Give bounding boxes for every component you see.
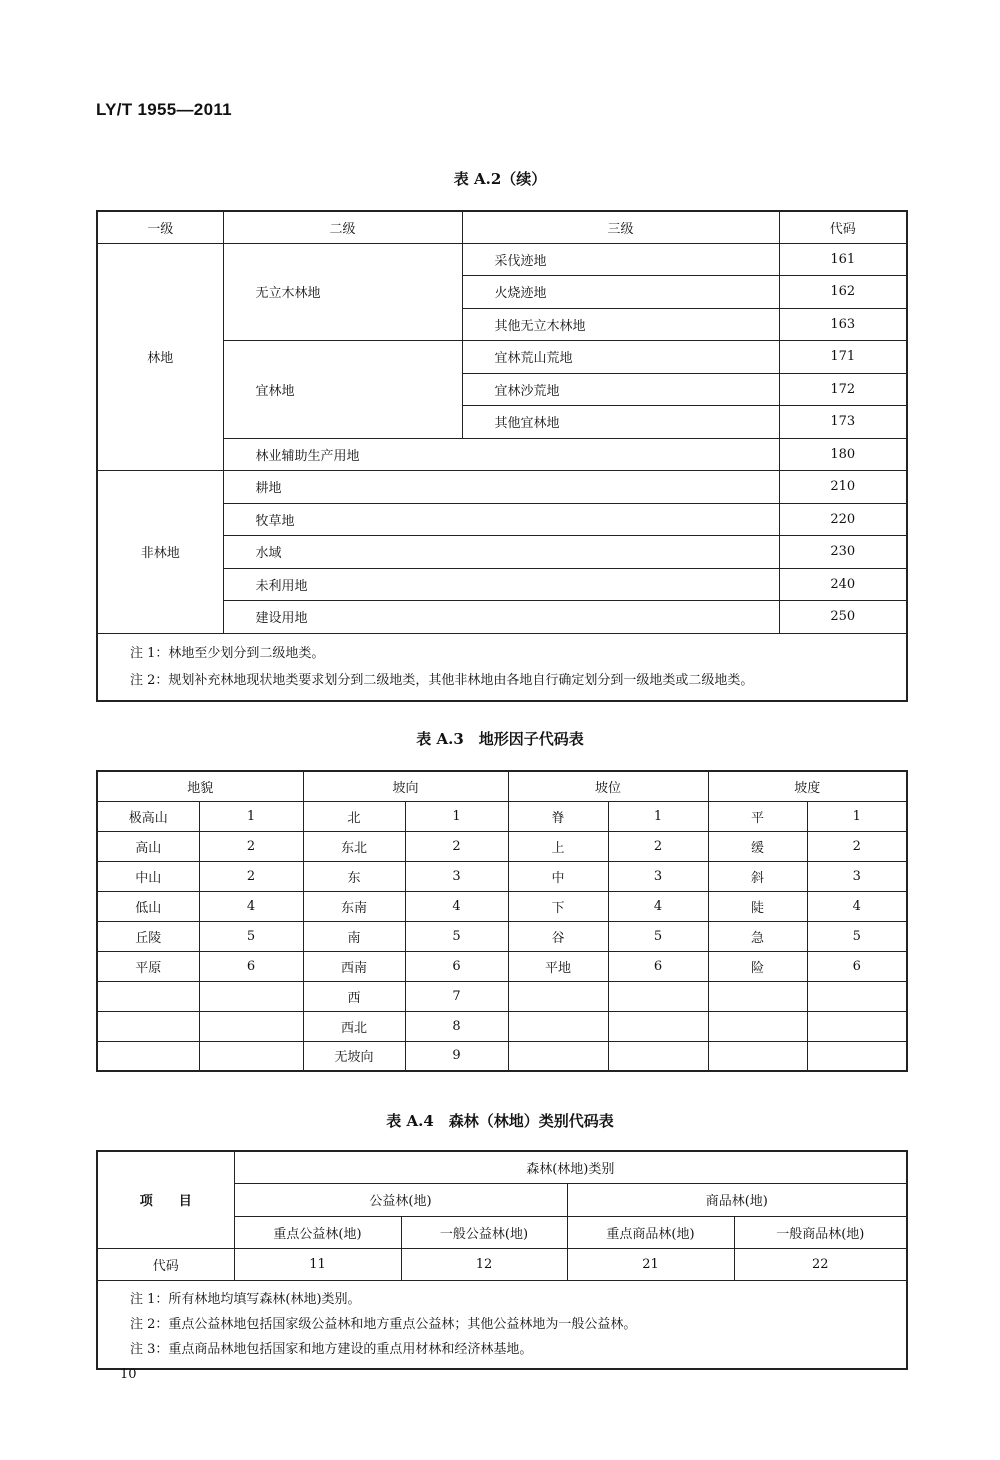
table-row — [97, 921, 907, 951]
term-cell — [508, 981, 608, 1011]
table-a2-notes — [97, 633, 907, 701]
code-cell — [608, 1011, 708, 1041]
term-cell: 北 — [303, 801, 405, 831]
code-cell: 1 — [405, 801, 508, 831]
term-cell: 平地 — [508, 951, 608, 981]
code-cell: 2 — [608, 831, 708, 861]
term-cell: 平 — [708, 801, 807, 831]
term-cell: 西 — [303, 981, 405, 1011]
code-cell — [807, 981, 907, 1011]
table-a4-notes-row — [97, 1280, 907, 1369]
table-row — [97, 470, 907, 503]
code-cell: 4 — [807, 891, 907, 921]
note-2: 注 2：规划补充林地现状地类要求划分到二级地类，其他非林地由各地自行确定划分到一级地类或二级地类。 — [130, 672, 754, 688]
subheader: 一般商品林(地) — [734, 1216, 907, 1248]
group-wulimu: 无立木林地 — [223, 243, 462, 340]
header-level1: 一级 — [97, 211, 223, 243]
table-a3-caption: 表 A.3 地形因子代码表 — [416, 730, 584, 748]
code-cell: 6 — [608, 951, 708, 981]
term-cell: 急 — [708, 921, 807, 951]
level2-cell: 牧草地 — [223, 503, 779, 535]
subheader: 重点商品林(地) — [567, 1216, 734, 1248]
page-number: 10 — [120, 1367, 137, 1382]
table-row — [97, 1041, 907, 1071]
table-a4-code-row — [97, 1248, 907, 1280]
code-cell: 2 — [807, 831, 907, 861]
code-cell: 173 — [779, 405, 907, 438]
term-cell — [708, 1041, 807, 1071]
code-cell: 1 — [807, 801, 907, 831]
table-row — [97, 243, 907, 275]
table-row — [97, 801, 907, 831]
code-cell: 5 — [608, 921, 708, 951]
term-cell — [708, 1011, 807, 1041]
code-cell: 163 — [779, 308, 907, 340]
header-landform: 地貌 — [97, 771, 303, 801]
table-a2-header-row — [97, 211, 907, 243]
code-cell — [608, 981, 708, 1011]
category-label: 森林(林地)类别 — [234, 1151, 907, 1183]
table-row — [97, 891, 907, 921]
level3-cell: 其他宜林地 — [462, 405, 779, 438]
term-cell: 平原 — [97, 951, 199, 981]
table-a3-header-row — [97, 771, 907, 801]
code-cell: 6 — [405, 951, 508, 981]
term-cell — [97, 981, 199, 1011]
table-row — [97, 1011, 907, 1041]
code-cell — [608, 1041, 708, 1071]
code-cell: 250 — [779, 600, 907, 633]
code-cell: 220 — [779, 503, 907, 535]
note-1: 注 1：所有林地均填写森林(林地)类别。 — [130, 1291, 361, 1307]
term-cell: 南 — [303, 921, 405, 951]
level3-cell: 火烧迹地 — [462, 275, 779, 308]
table-row — [97, 981, 907, 1011]
code-cell: 9 — [405, 1041, 508, 1071]
code-cell: 11 — [234, 1248, 401, 1280]
level3-cell: 宜林荒山荒地 — [462, 340, 779, 373]
code-cell — [199, 1011, 303, 1041]
code-cell: 12 — [401, 1248, 567, 1280]
code-cell: 162 — [779, 275, 907, 308]
level2-cell: 水域 — [223, 535, 779, 568]
term-cell: 东北 — [303, 831, 405, 861]
code-cell: 8 — [405, 1011, 508, 1041]
header-code: 代码 — [779, 211, 907, 243]
code-cell: 4 — [199, 891, 303, 921]
term-cell: 上 — [508, 831, 608, 861]
code-cell: 6 — [199, 951, 303, 981]
table-a2 — [96, 210, 908, 702]
code-cell: 21 — [567, 1248, 734, 1280]
group-commercial: 商品林(地) — [567, 1183, 907, 1216]
code-cell: 161 — [779, 243, 907, 275]
term-cell — [97, 1011, 199, 1041]
table-a3 — [96, 770, 908, 1072]
term-cell: 东 — [303, 861, 405, 891]
note-2: 注 2：重点公益林地包括国家级公益林和地方重点公益林；其他公益林地为一般公益林。 — [130, 1316, 637, 1332]
level3-cell: 其他无立木林地 — [462, 308, 779, 340]
note-3: 注 3：重点商品林地包括国家和地方建设的重点用材林和经济林基地。 — [130, 1341, 533, 1357]
header-slope-degree: 坡度 — [708, 771, 907, 801]
note-1: 注 1：林地至少划分到二级地类。 — [130, 645, 325, 661]
table-a4-caption: 表 A.4 森林（林地）类别代码表 — [386, 1112, 614, 1130]
term-cell — [97, 1041, 199, 1071]
code-cell — [807, 1011, 907, 1041]
subheader: 重点公益林(地) — [234, 1216, 401, 1248]
code-cell: 1 — [199, 801, 303, 831]
table-row — [97, 861, 907, 891]
term-cell: 东南 — [303, 891, 405, 921]
code-cell: 5 — [807, 921, 907, 951]
term-cell: 谷 — [508, 921, 608, 951]
item-label: 项 目 — [97, 1151, 234, 1248]
term-cell: 险 — [708, 951, 807, 981]
code-cell: 210 — [779, 470, 907, 503]
term-cell: 中山 — [97, 861, 199, 891]
term-cell: 高山 — [97, 831, 199, 861]
term-cell — [508, 1011, 608, 1041]
table-a2-caption: 表 A.2（续） — [453, 170, 547, 188]
term-cell: 极高山 — [97, 801, 199, 831]
term-cell: 西南 — [303, 951, 405, 981]
level2-cell: 建设用地 — [223, 600, 779, 633]
code-cell: 5 — [199, 921, 303, 951]
code-cell: 6 — [807, 951, 907, 981]
code-cell — [807, 1041, 907, 1071]
code-cell: 2 — [199, 831, 303, 861]
header-slope-position: 坡位 — [508, 771, 708, 801]
term-cell — [708, 981, 807, 1011]
code-cell: 22 — [734, 1248, 907, 1280]
code-cell: 180 — [779, 438, 907, 470]
term-cell: 缓 — [708, 831, 807, 861]
table-a2-notes-row — [97, 633, 907, 701]
code-cell: 4 — [405, 891, 508, 921]
table-a4-notes — [97, 1280, 907, 1369]
term-cell: 无坡向 — [303, 1041, 405, 1071]
level3-cell: 宜林沙荒地 — [462, 373, 779, 405]
code-cell: 5 — [405, 921, 508, 951]
header-level3: 三级 — [462, 211, 779, 243]
code-cell: 240 — [779, 568, 907, 600]
table-a4-header-row-1 — [97, 1151, 907, 1183]
code-cell: 3 — [807, 861, 907, 891]
header-level2: 二级 — [223, 211, 462, 243]
group-yilindi: 宜林地 — [223, 340, 462, 438]
group-lindi: 林地 — [97, 243, 223, 470]
code-cell: 3 — [405, 861, 508, 891]
code-cell: 2 — [199, 861, 303, 891]
code-cell — [199, 1041, 303, 1071]
level2-cell: 未利用地 — [223, 568, 779, 600]
code-label: 代码 — [97, 1248, 234, 1280]
group-public-welfare: 公益林(地) — [234, 1183, 567, 1216]
table-a4 — [96, 1150, 908, 1370]
code-cell — [199, 981, 303, 1011]
table-row — [97, 951, 907, 981]
subheader: 一般公益林(地) — [401, 1216, 567, 1248]
term-cell: 下 — [508, 891, 608, 921]
header-aspect: 坡向 — [303, 771, 508, 801]
level2-cell: 耕地 — [223, 470, 779, 503]
code-cell: 3 — [608, 861, 708, 891]
term-cell: 丘陵 — [97, 921, 199, 951]
term-cell — [508, 1041, 608, 1071]
code-cell: 2 — [405, 831, 508, 861]
term-cell: 西北 — [303, 1011, 405, 1041]
term-cell: 脊 — [508, 801, 608, 831]
term-cell: 低山 — [97, 891, 199, 921]
code-cell: 1 — [608, 801, 708, 831]
code-cell: 172 — [779, 373, 907, 405]
level2-cell: 林业辅助生产用地 — [223, 438, 779, 470]
term-cell: 陡 — [708, 891, 807, 921]
term-cell: 斜 — [708, 861, 807, 891]
standard-code: LY/T 1955—2011 — [96, 100, 232, 119]
code-cell: 7 — [405, 981, 508, 1011]
table-row — [97, 831, 907, 861]
code-cell: 230 — [779, 535, 907, 568]
group-feilindi: 非林地 — [97, 470, 223, 633]
code-cell: 171 — [779, 340, 907, 373]
code-cell: 4 — [608, 891, 708, 921]
term-cell: 中 — [508, 861, 608, 891]
level3-cell: 采伐迹地 — [462, 243, 779, 275]
